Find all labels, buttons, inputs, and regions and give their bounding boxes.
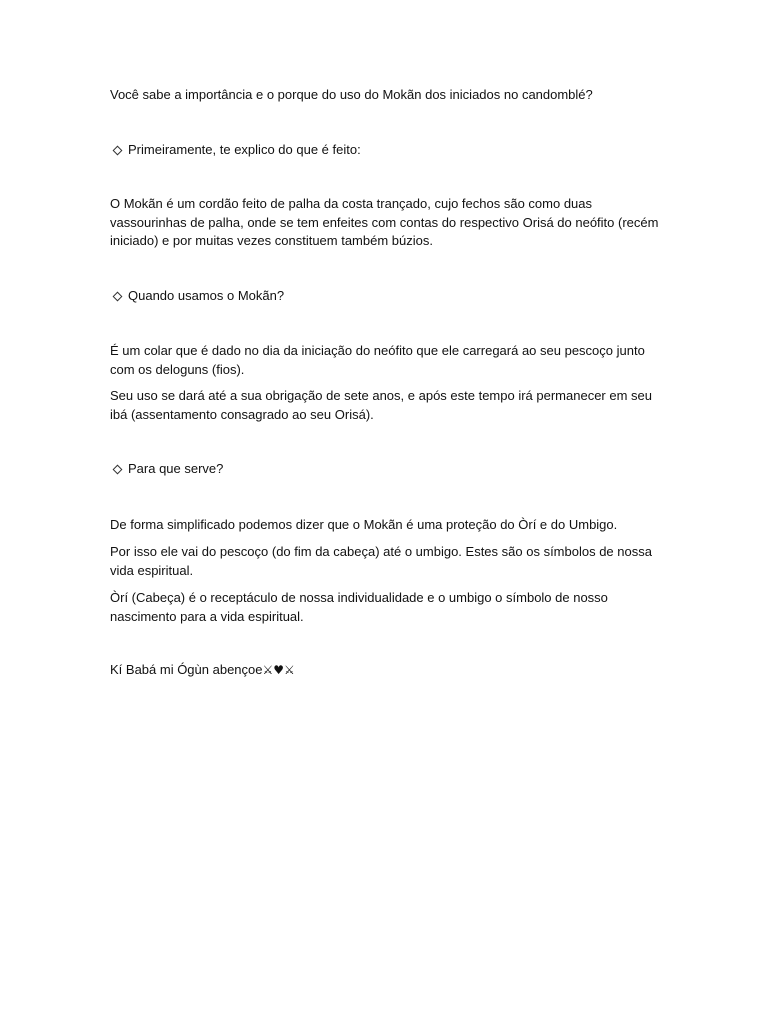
diamond-bullet-icon bbox=[113, 145, 123, 155]
paragraph-usage-duration: Seu uso se dará até a sua obrigação de sete anos, e após este tempo irá permanecer em seu ibá (assentamento consagrado ao seu Orisá). bbox=[110, 388, 653, 422]
diamond-bullet-icon bbox=[113, 464, 123, 474]
crossed-swords-icon: ⚔ bbox=[262, 663, 274, 677]
paragraph-given-at-initiation: É um colar que é dado no dia da iniciação do neófito que ele carregará ao seu pescoço junto com os deloguns (fios). bbox=[110, 343, 645, 377]
section-heading-made-of bbox=[112, 141, 672, 160]
diamond-bullet-icon bbox=[113, 291, 123, 301]
paragraph-protection: De forma simplificado podemos dizer que o Mokãn é uma proteção do Òrí e do Umbigo. bbox=[110, 517, 618, 532]
heart-icon: ♥ bbox=[273, 663, 285, 677]
paragraph-ori-meaning: Òrí (Cabeça) é o receptáculo de nossa individualidade e o umbigo o símbolo de nosso nascimento para a vida espiritual. bbox=[110, 590, 608, 624]
sign-off bbox=[110, 661, 670, 680]
section-heading-text: Primeiramente, te explico do que é feito: bbox=[128, 142, 361, 157]
sign-off-text: Kí Babá mi Ógùn abençoe bbox=[110, 662, 263, 677]
section-heading-text: Para que serve? bbox=[128, 461, 224, 476]
section-heading-text: Quando usamos o Mokãn? bbox=[128, 288, 285, 303]
section-heading-when-used bbox=[112, 287, 672, 306]
intro-question: Você sabe a importância e o porque do uso do Mokãn dos iniciados no candomblé? bbox=[110, 87, 593, 102]
crossed-swords-icon: ⚔ bbox=[284, 663, 295, 677]
paragraph-what-is-mokan: O Mokãn é um cordão feito de palha da costa trançado, cujo fechos são como duas vassourinhas de palha, onde se tem enfeites com contas do respectivo Orisá do neófito (recém iniciado) e por muitas vezes constituem também búzios. bbox=[110, 196, 659, 248]
section-heading-purpose bbox=[112, 460, 672, 479]
paragraph-neck-to-navel: Por isso ele vai do pescoço (do fim da cabeça) até o umbigo. Estes são os símbolos de nossa vida espiritual. bbox=[110, 544, 652, 578]
